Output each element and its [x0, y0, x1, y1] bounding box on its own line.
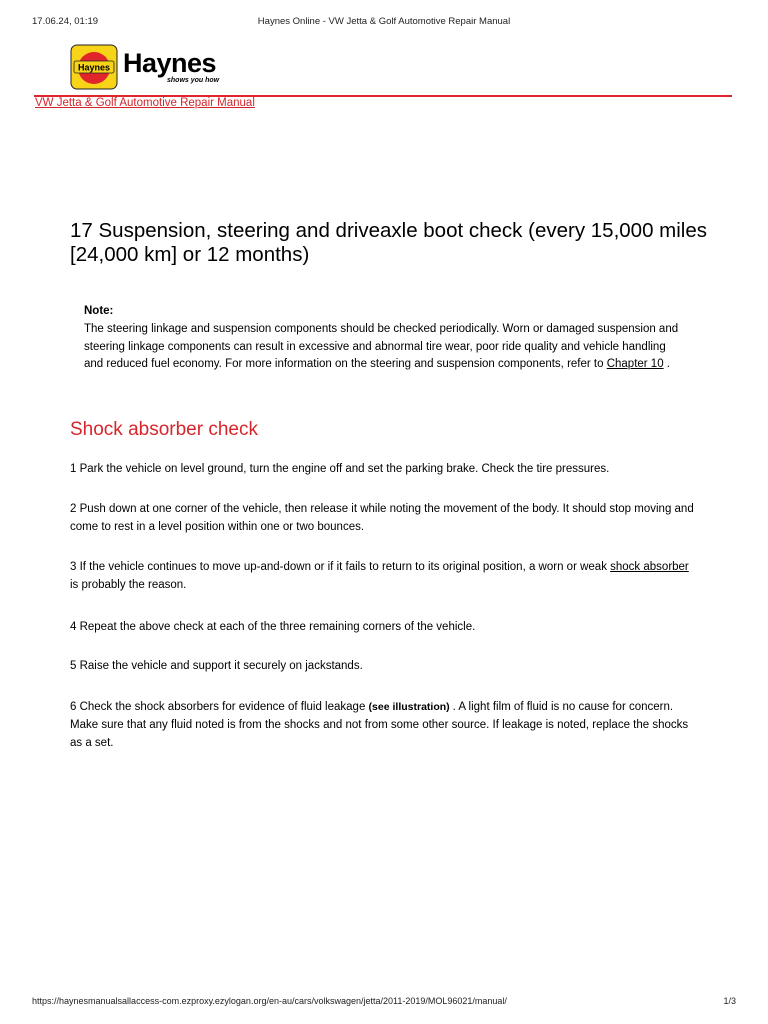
logo-wordmark: Haynes — [123, 48, 217, 78]
step-4: 4 Repeat the above check at each of the three remaining corners of the vehicle. — [70, 621, 476, 633]
step-6-text: 6 Check the shock absorbers for evidence of fluid leakage — [70, 701, 369, 713]
step-3-text-end: is probably the reason. — [70, 579, 187, 591]
haynes-logo[interactable] — [70, 44, 230, 90]
logo-tagline: shows you how — [167, 77, 220, 84]
step-2: 2 Push down at one corner of the vehicle, then release it while noting the movement of the body. It should stop moving and come to rest in a level position within one or two bounces. — [70, 503, 694, 533]
print-header — [32, 16, 736, 30]
page-number: 1/3 — [723, 996, 736, 1006]
step-5: 5 Raise the vehicle and support it securely on jackstands. — [70, 660, 363, 672]
note-text: The steering linkage and suspension components should be checked periodically. Worn or damaged suspension and steering linkage components can result in excessive and abnormal tire wear, poor ride quality and vehicle handling and reduced fuel economy. For more information on the steering and suspension components, refer to — [84, 322, 679, 371]
note-box — [84, 303, 684, 374]
section-heading-shock-absorber: Shock absorber check — [70, 419, 258, 440]
print-footer — [32, 996, 736, 1010]
badge-text: Haynes — [77, 62, 111, 73]
note-label: Note: — [84, 305, 114, 317]
note-text-end: . — [663, 358, 670, 371]
step-6 — [70, 698, 700, 752]
print-page-title: Haynes Online - VW Jetta & Golf Automotive Repair Manual — [257, 16, 511, 27]
print-url: https://haynesmanualsallaccess-com.ezproxy.ezylogan.org/en-au/cars/volkswagen/jetta/2011-2019/MOL96021/manual/ — [32, 996, 507, 1006]
shock-absorber-link[interactable]: shock absorber — [610, 561, 689, 573]
print-datetime: 17.06.24, 01:19 — [32, 16, 99, 27]
step-6-text-end: . A light film of fluid is no cause for concern. Make sure that any fluid noted is from the shocks and not from some other source. If leakage is noted, replace the shocks as a set. — [70, 701, 689, 749]
chapter-10-link[interactable]: Chapter 10 — [606, 358, 664, 371]
breadcrumb-manual-link[interactable]: VW Jetta & Golf Automotive Repair Manual — [35, 97, 255, 109]
step-3 — [70, 558, 700, 594]
step-3-text: 3 If the vehicle continues to move up-and-down or if it fails to return to its original position, a worn or weak — [70, 561, 611, 573]
step-1: 1 Park the vehicle on level ground, turn the engine off and set the parking brake. Check the tire pressures. — [70, 463, 610, 475]
page-title: 17 Suspension, steering and driveaxle boot check (every 15,000 miles [24,000 km] or 12 months) — [70, 219, 708, 266]
haynes-badge-icon — [70, 44, 118, 90]
see-illustration-link[interactable]: (see illustration) — [368, 701, 453, 713]
